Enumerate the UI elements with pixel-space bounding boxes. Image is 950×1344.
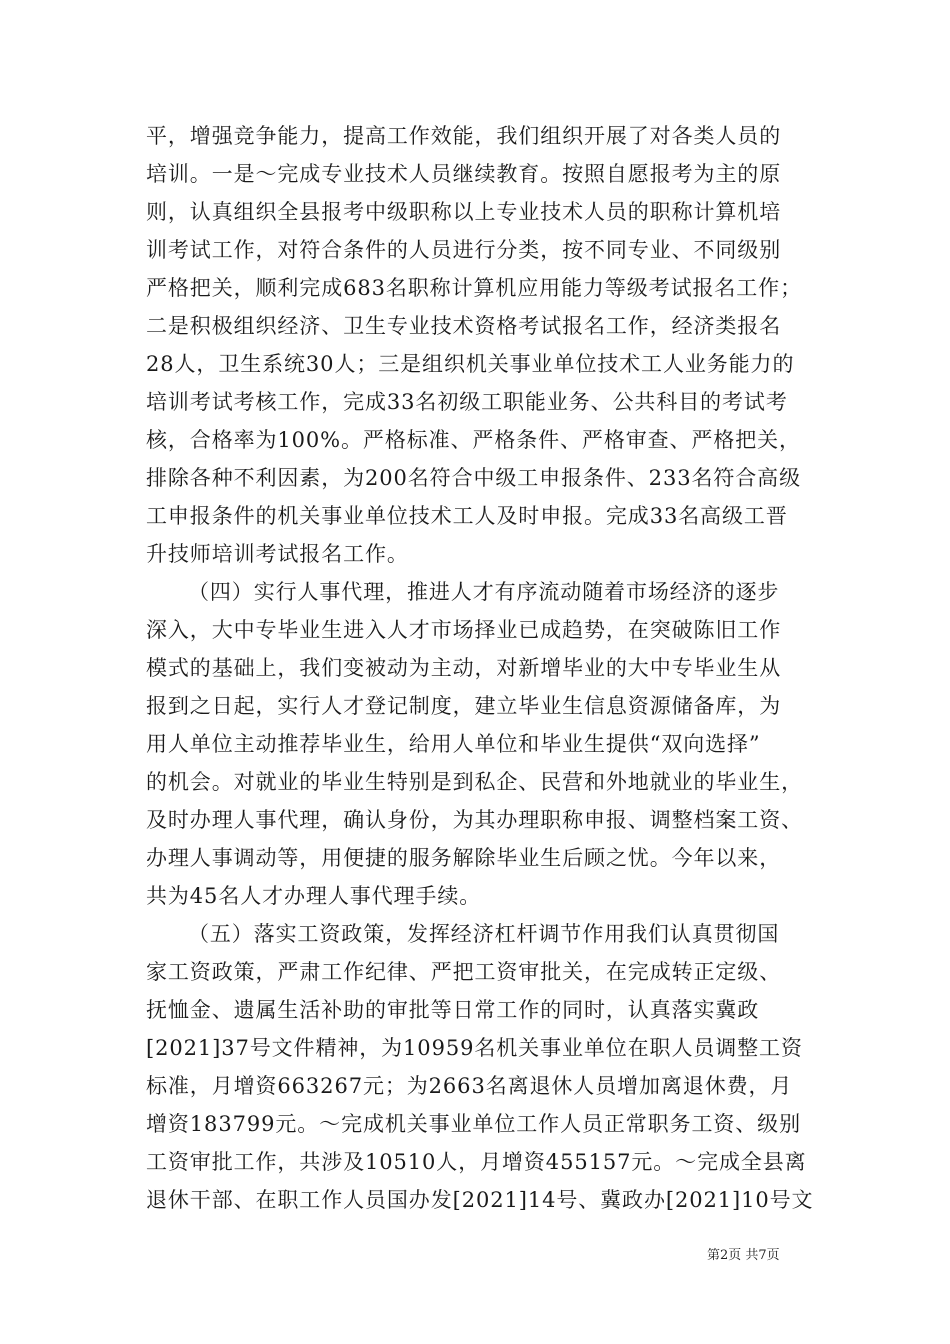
text-line-2: 培训。一是～完成专业技术人员继续教育。按照自愿报考为主的原 (146, 162, 782, 186)
text-line-19: 及时办理人事代理，确认身份，为其办理职称申报、调整档案工资、 (146, 808, 803, 832)
text-line-20: 办理人事调动等，用便捷的服务解除毕业生后顾之忧。今年以来， (146, 846, 782, 870)
paragraph-4-heading-line: （四）实行人事代理，推进人才有序流动随着市场经济的逐步 (188, 580, 780, 604)
paragraph-5-heading-line: （五）落实工资政策，发挥经济杠杆调节作用我们认真贯彻国 (188, 922, 780, 946)
text-line-29: 退休干部、在职工作人员国办发[2021]14号、冀政办[2021]10号文 (146, 1188, 814, 1212)
text-line-12: 升技师培训考试报名工作。 (146, 542, 409, 566)
text-line-7: 28人，卫生系统30人；三是组织机关事业单位技术工人业务能力的 (146, 352, 795, 376)
text-line-27: 增资183799元。～完成机关事业单位工作人员正常职务工资、级别 (146, 1112, 801, 1136)
text-line-3: 则，认真组织全县报考中级职称以上专业技术人员的职称计算机培 (146, 200, 782, 224)
text-line-25: [2021]37号文件精神，为10959名机关事业单位在职人员调整工资 (146, 1036, 803, 1060)
text-line-16: 报到之日起，实行人才登记制度，建立毕业生信息资源储备库，为 (146, 694, 782, 718)
text-line-11: 工申报条件的机关事业单位技术工人及时申报。完成33名高级工晋 (146, 504, 788, 528)
text-line-6: 二是积极组织经济、卫生专业技术资格考试报名工作，经济类报名 (146, 314, 782, 338)
page-number-footer: 第2页 共7页 (707, 1248, 780, 1263)
text-line-10: 排除各种不利因素，为200名符合中级工申报条件、233名符合高级 (146, 466, 801, 490)
text-line-5: 严格把关，顺利完成683名职称计算机应用能力等级考试报名工作； (146, 276, 802, 300)
text-line-21: 共为45名人才办理人事代理手续。 (146, 884, 482, 908)
text-line-17: 用人单位主动推荐毕业生，给用人单位和毕业生提供“双向选择” (146, 732, 761, 756)
text-line-1: 平，增强竞争能力，提高工作效能，我们组织开展了对各类人员的 (146, 124, 782, 148)
document-body (146, 117, 816, 1219)
text-line-28: 工资审批工作，共涉及10510人，月增资455157元。～完成全县离 (146, 1150, 807, 1174)
text-line-23: 家工资政策，严肃工作纪律、严把工资审批关，在完成转正定级、 (146, 960, 782, 984)
text-line-14: 深入，大中专毕业生进入人才市场择业已成趋势，在突破陈旧工作 (146, 618, 782, 642)
text-line-4: 训考试工作，对符合条件的人员进行分类，按不同专业、不同级别 (146, 238, 782, 262)
text-line-15: 模式的基础上，我们变被动为主动，对新增毕业的大中专毕业生从 (146, 656, 782, 680)
text-line-8: 培训考试考核工作，完成33名初级工职能业务、公共科目的考试考 (146, 390, 788, 414)
text-line-24: 抚恤金、遗属生活补助的审批等日常工作的同时，认真落实冀政 (146, 998, 760, 1022)
text-line-9: 核，合格率为100%。严格标准、严格条件、严格审查、严格把关， (146, 428, 801, 452)
text-line-26: 标准，月增资663267元；为2663名离退休人员增加离退休费，月 (146, 1074, 793, 1098)
text-line-18: 的机会。对就业的毕业生特别是到私企、民营和外地就业的毕业生， (146, 770, 803, 794)
